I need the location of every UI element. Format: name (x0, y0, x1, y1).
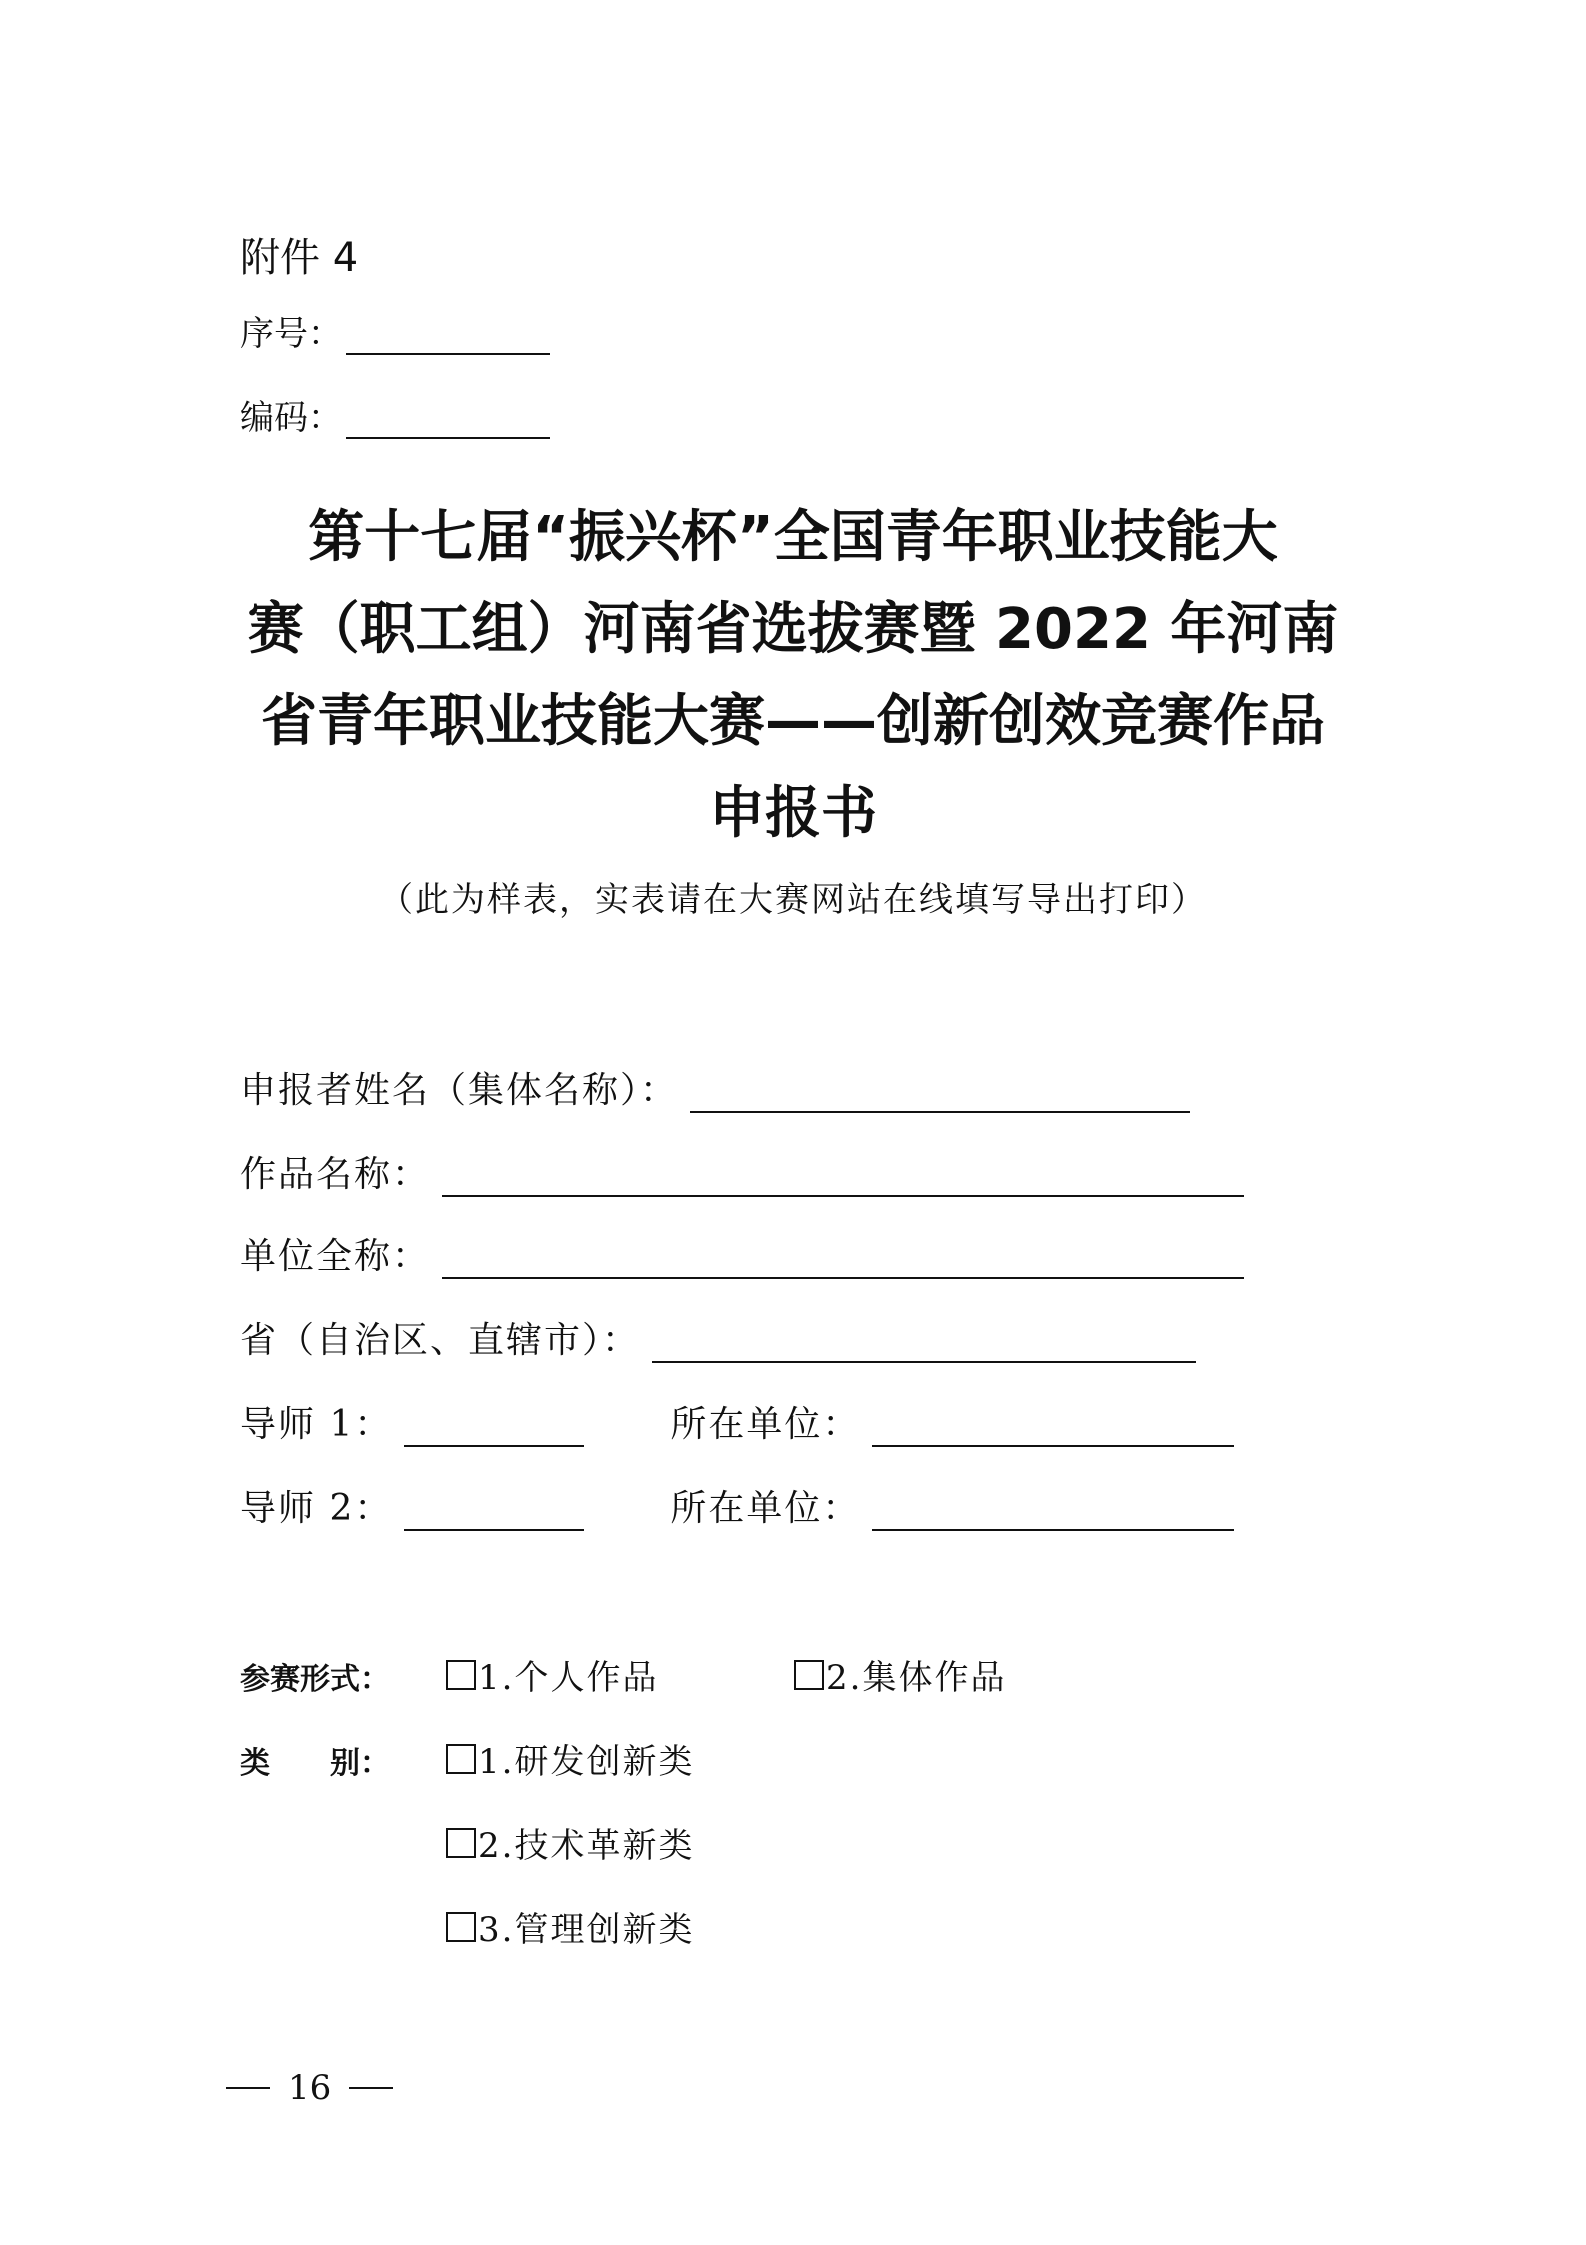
page-number-dash-left (226, 2087, 270, 2089)
category-label: 类 别： (240, 1746, 390, 1781)
option-collective-label: 2.集体作品 (826, 1658, 1007, 1698)
mentor1-unit-field[interactable] (872, 1409, 1234, 1447)
mentor1-row (240, 1396, 1234, 1447)
page-number-dash-right (349, 2087, 393, 2089)
option-collective[interactable] (794, 1650, 1006, 1699)
title-line-4: 申报书 (709, 781, 877, 846)
code-row (240, 390, 550, 439)
participation-form-label: 参赛形式： (240, 1662, 390, 1697)
option-tech-reform[interactable] (446, 1818, 694, 1867)
mentor1-label: 导师 1： (240, 1404, 393, 1445)
province-label: 省（自治区、直辖市）： (240, 1320, 641, 1361)
applicant-field[interactable] (690, 1075, 1190, 1113)
option-management-innovation-label: 3.管理创新类 (478, 1910, 695, 1950)
option-individual-label: 1.个人作品 (478, 1658, 659, 1698)
option-tech-reform-label: 2.技术革新类 (478, 1826, 695, 1866)
option-management-innovation[interactable] (446, 1902, 694, 1951)
title-line-3: 省青年职业技能大赛——创新创效竞赛作品 (261, 689, 1325, 754)
checkbox-icon[interactable] (446, 1744, 476, 1774)
checkbox-icon[interactable] (446, 1660, 476, 1690)
title-line-1: 第十七届“振兴杯”全国青年职业技能大 (308, 505, 1278, 570)
mentor1-unit-label: 所在单位： (670, 1404, 861, 1445)
document-title (200, 492, 1386, 860)
mentor2-unit-label: 所在单位： (670, 1488, 861, 1529)
option-individual[interactable] (446, 1650, 658, 1699)
code-field[interactable] (346, 407, 550, 439)
applicant-label: 申报者姓名（集体名称）： (240, 1070, 679, 1111)
checkbox-icon[interactable] (446, 1912, 476, 1942)
unit-row (240, 1228, 1244, 1279)
title-line-2: 赛（职工组）河南省选拔赛暨 2022 年河南 (247, 597, 1339, 662)
serial-number-row (240, 306, 550, 355)
mentor2-field[interactable] (404, 1493, 584, 1531)
work-name-field[interactable] (442, 1159, 1244, 1197)
attachment-label: 附件 4 (240, 235, 359, 281)
checkbox-icon[interactable] (446, 1828, 476, 1858)
mentor2-unit-field[interactable] (872, 1493, 1234, 1531)
code-label: 编码： (240, 398, 342, 438)
work-name-row (240, 1146, 1244, 1197)
work-name-label: 作品名称： (240, 1154, 431, 1195)
mentor1-field[interactable] (404, 1409, 584, 1447)
province-row (240, 1312, 1196, 1363)
serial-number-field[interactable] (346, 323, 550, 355)
mentor2-label: 导师 2： (240, 1488, 393, 1529)
page-number-value: 16 (288, 2068, 332, 2108)
applicant-row (240, 1062, 1190, 1113)
province-field[interactable] (652, 1325, 1196, 1363)
unit-label: 单位全称： (240, 1236, 431, 1277)
serial-number-label: 序号： (240, 314, 342, 354)
unit-field[interactable] (442, 1241, 1244, 1279)
option-rd-innovation-label: 1.研发创新类 (478, 1742, 695, 1782)
option-rd-innovation[interactable] (446, 1734, 694, 1783)
sample-note: （此为样表，实表请在大赛网站在线填写导出打印） (379, 880, 1207, 920)
page-number (226, 2068, 393, 2108)
checkbox-icon[interactable] (794, 1660, 824, 1690)
mentor2-row (240, 1480, 1234, 1531)
